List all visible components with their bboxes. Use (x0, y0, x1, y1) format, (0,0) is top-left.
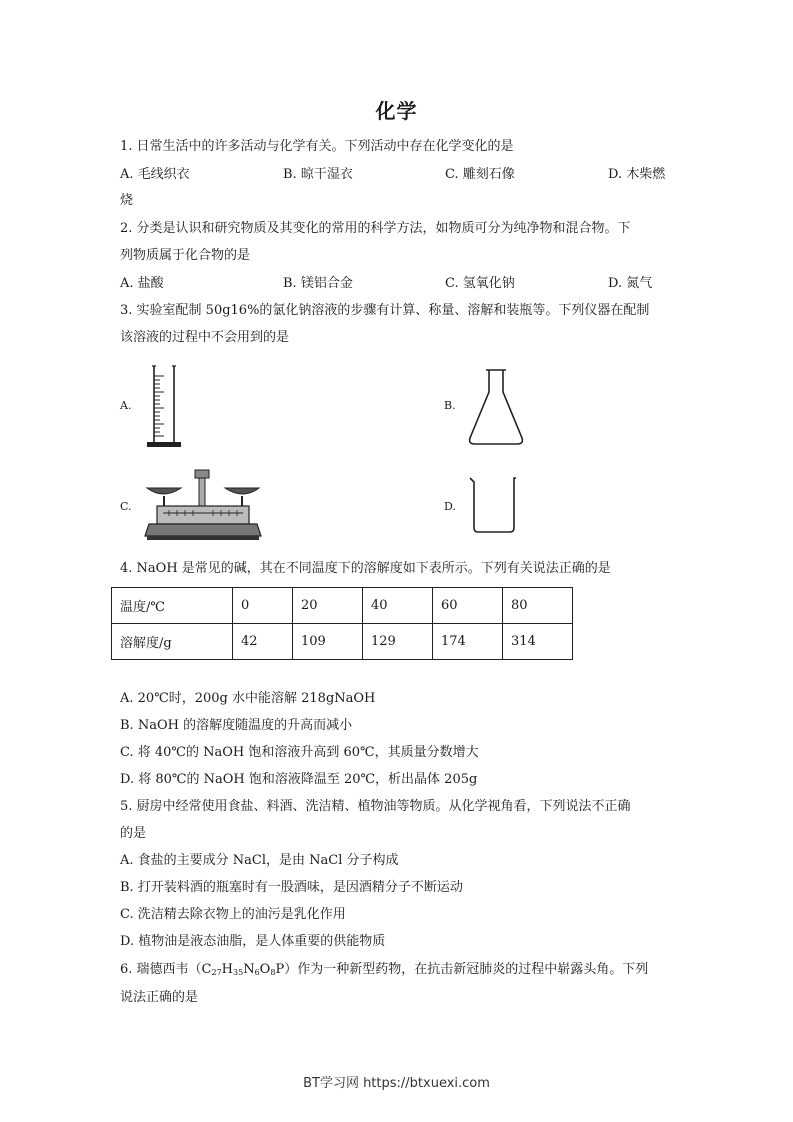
graduated-cylinder-icon (146, 362, 182, 450)
q3-figure-c-label: C. (120, 500, 132, 513)
table-cell: 314 (503, 624, 573, 660)
q1-stem: 1. 日常生活中的许多活动与化学有关。下列活动中存在化学变化的是 (120, 139, 514, 154)
q4-stem: 4. NaOH 是常见的碱，其在不同温度下的溶解度如下表所示。下列有关说法正确的是 (120, 561, 611, 576)
q3-stem-line2: 该溶液的过程中不会用到的是 (120, 330, 290, 345)
q4-option-b: B. NaOH 的溶解度随温度的升高而减小 (120, 718, 353, 733)
table-cell: 40 (363, 588, 433, 624)
q2-stem-line1: 2. 分类是认识和研究物质及其变化的常用的科学方法，如物质可分为纯净物和混合物。下 (120, 221, 631, 236)
table-cell: 温度/℃ (112, 588, 233, 624)
formula-element: P (275, 962, 285, 977)
table-cell: 80 (503, 588, 573, 624)
conical-flask-icon (466, 366, 526, 448)
q4-option-d: D. 将 80℃的 NaOH 饱和溶液降温至 20℃，析出晶体 205g (120, 772, 478, 787)
table-cell: 174 (433, 624, 503, 660)
q2-option-b: B. 镁铝合金 (283, 276, 353, 291)
formula-subscript: 27 (211, 968, 222, 977)
q5-option-b: B. 打开装料酒的瓶塞时有一股酒味，是因酒精分子不断运动 (120, 880, 463, 895)
q5-option-a: A. 食盐的主要成分 NaCl，是由 NaCl 分子构成 (120, 853, 399, 868)
table-cell: 109 (293, 624, 363, 660)
q1-option-d: D. 木柴燃 (608, 167, 666, 182)
table-cell: 60 (433, 588, 503, 624)
formula-element: N (243, 962, 255, 977)
q1-option-a: A. 毛线织衣 (120, 167, 190, 182)
table-cell: 0 (233, 588, 293, 624)
q4-option-c: C. 将 40℃的 NaOH 饱和溶液升高到 60℃，其质量分数增大 (120, 745, 479, 760)
q5-stem-line1: 5. 厨房中经常使用食盐、料酒、洗洁精、植物油等物质。从化学视角看，下列说法不正确 (120, 799, 631, 814)
q6-stem-prefix: 6. 瑞德西韦（C (120, 962, 212, 977)
q2-option-a: A. 盐酸 (120, 276, 164, 291)
q3-figure-a-label: A. (120, 399, 132, 412)
table-cell: 42 (233, 624, 293, 660)
solubility-table (111, 587, 573, 660)
table-cell: 129 (363, 624, 433, 660)
q4-option-a: A. 20℃时，200g 水中能溶解 218gNaOH (120, 691, 376, 706)
q6-stem-line1 (120, 962, 648, 981)
table-cell: 溶解度/g (112, 624, 233, 660)
formula-subscript: 8 (270, 968, 276, 977)
q2-option-d: D. 氮气 (608, 276, 653, 291)
q1-option-b: B. 晾干湿衣 (283, 167, 353, 182)
q1-option-d-wrap: 烧 (120, 193, 134, 208)
remdesivir-formula (211, 962, 284, 977)
q5-option-c: C. 洗洁精去除衣物上的油污是乳化作用 (120, 907, 346, 922)
formula-element: H (221, 962, 234, 977)
table-row (112, 588, 573, 624)
formula-subscript: 6 (254, 968, 260, 977)
q2-option-c: C. 氢氧化钠 (445, 276, 515, 291)
q3-figure-b-label: B. (444, 399, 456, 412)
q5-stem-line2: 的是 (120, 826, 147, 841)
beaker-icon (466, 474, 522, 536)
table-cell: 20 (293, 588, 363, 624)
q2-stem-line2: 列物质属于化合物的是 (120, 248, 251, 263)
q3-figure-d-label: D. (444, 500, 456, 513)
q6-stem-suffix: ）作为一种新型药物，在抗击新冠肺炎的过程中崭露头角。下列 (284, 962, 649, 977)
page-title: 化学 (375, 99, 418, 123)
formula-subscript: 35 (233, 968, 244, 977)
q1-option-c: C. 雕刻石像 (445, 167, 515, 182)
footer-watermark: BT学习网 https://btxuexi.com (303, 1076, 490, 1091)
formula-element: O (259, 962, 271, 977)
q5-option-d: D. 植物油是液态油脂，是人体重要的供能物质 (120, 934, 386, 949)
q3-stem-line1: 3. 实验室配制 50g16%的氯化钠溶液的步骤有计算、称量、溶解和装瓶等。下列仪器在配制 (120, 303, 650, 318)
q6-stem-line2: 说法正确的是 (120, 990, 199, 1005)
balance-scale-icon (143, 466, 263, 542)
table-row (112, 624, 573, 660)
